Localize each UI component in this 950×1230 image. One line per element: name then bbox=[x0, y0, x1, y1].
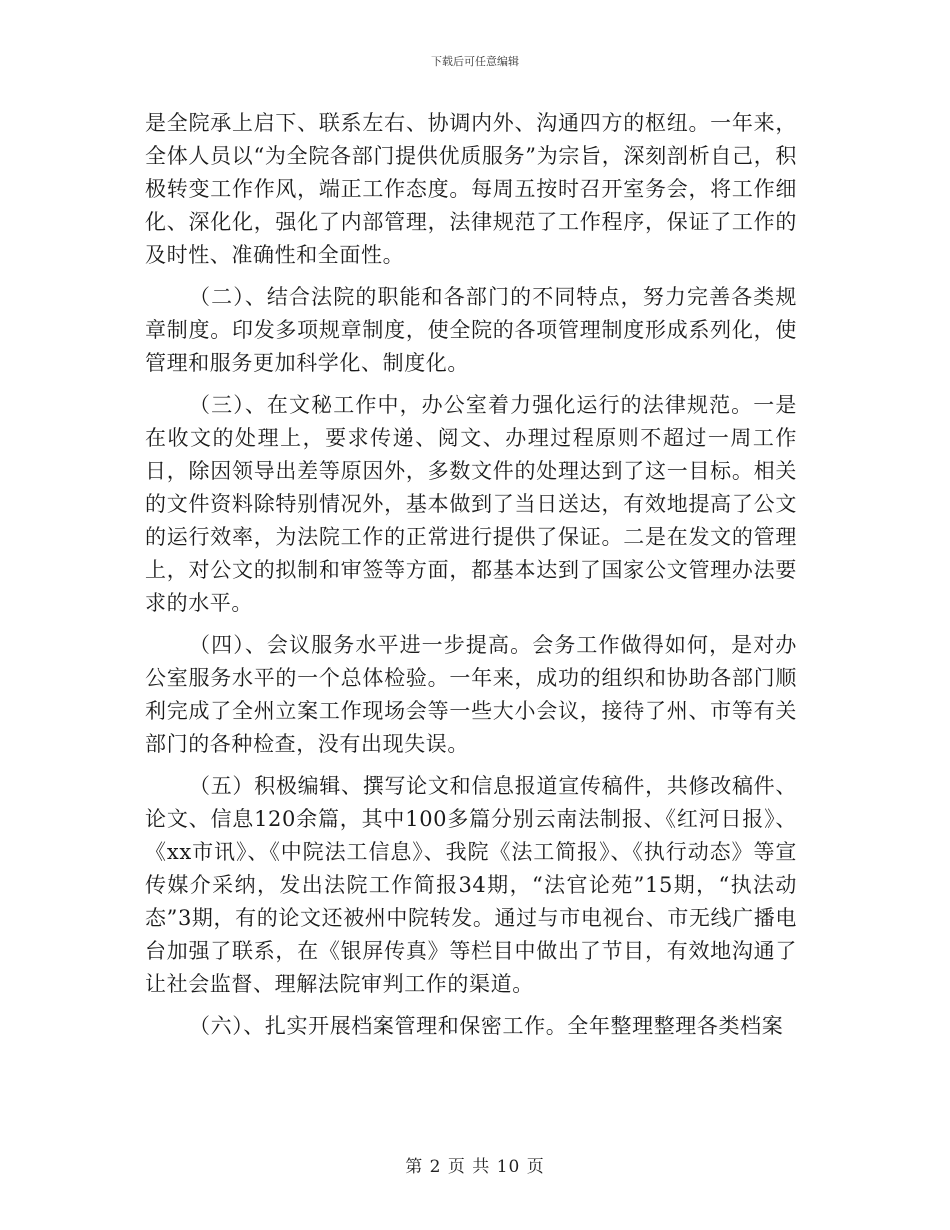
paragraph-item-3: （三）、在文秘工作中，办公室着力强化运行的法律规范。一是在收文的处理上，要求传递、阅文、办理过程原则不超过一周工作日，除因领导出差等原因外，多数文件的处理达到了这一目标。相关的文件资料除特别情况外，基本做到了当日送达，有效地提高了公文的运行效率，为法院工作的正常进行提供了保证。二是在发文的管理上，对公文的拟制和审签等方面，都基本达到了国家公文管理办法要求的水平。 bbox=[145, 393, 797, 615]
page-footer: 第 2 页 共 10 页 bbox=[405, 1157, 545, 1177]
paragraph-continuation: 是全院承上启下、联系左右、协调内外、沟通四方的枢纽。一年来，全体人员以“为全院各部门提供优质服务”为宗旨，深刻剖析自己，积极转变工作作风，端正工作态度。每周五按时召开室务会，将工作细化、深化化，强化了内部管理，法律规范了工作程序，保证了工作的及时性、准确性和全面性。 bbox=[145, 111, 797, 267]
paragraph-item-5: （五）积极编辑、撰写论文和信息报道宣传稿件，共修改稿件、论文、信息120余篇，其中100多篇分别云南法制报、《红河日报》、《xx市讯》、《中院法工信息》、我院《法工简报》、《执行动态》等宣传媒介采纳，发出法院工作简报34期，“法官论苑”15期，“执法动态”3期，有的论文还被州中院转发。通过与市电视台、市无线广播电台加强了联系，在《银屏传真》等栏目中做出了节目，有效地沟通了让社会监督、理解法院审判工作的渠道。 bbox=[145, 774, 797, 996]
paragraph-item-2: （二）、结合法院的职能和各部门的不同特点，努力完善各类规章制度。印发多项规章制度，使全院的各项管理制度形成系列化，使管理和服务更加科学化、制度化。 bbox=[145, 285, 797, 375]
paragraph-item-6: （六）、扎实开展档案管理和保密工作。全年整理整理各类档案 bbox=[189, 1014, 784, 1038]
paragraph-item-4: （四）、会议服务水平进一步提高。会务工作做得如何，是对办公室服务水平的一个总体检验。一年来，成功的组织和协助各部门顺利完成了全州立案工作现场会等一些大小会议，接待了州、市等有关部门的各种检查，没有出现失误。 bbox=[145, 633, 797, 756]
document-body bbox=[145, 107, 797, 1052]
page-header: 下载后可任意编辑 bbox=[431, 55, 519, 68]
